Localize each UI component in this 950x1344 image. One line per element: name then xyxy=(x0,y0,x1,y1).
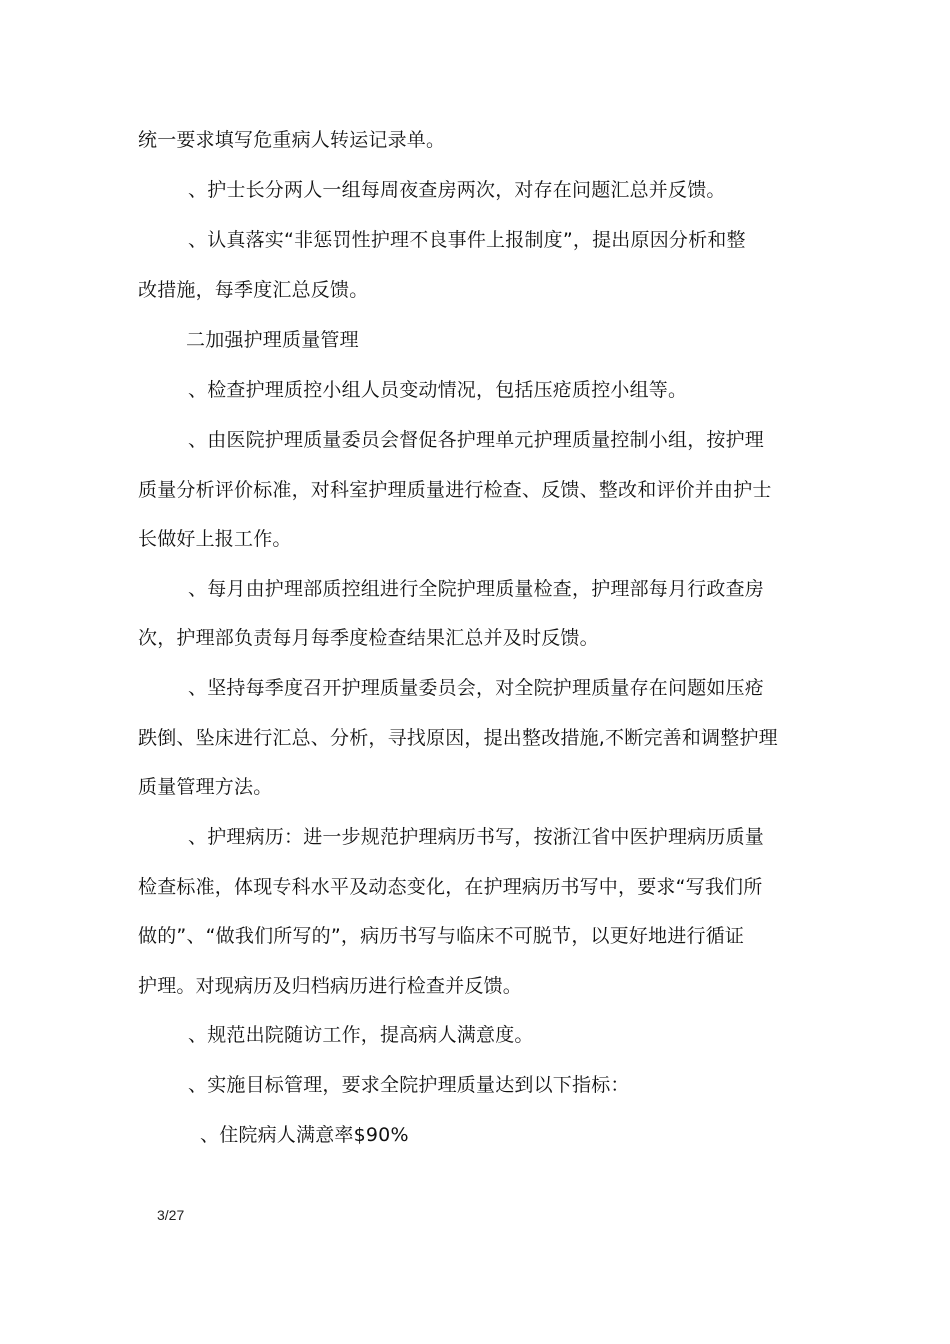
paragraph-line: 跌倒、坠床进行汇总、分析，寻找原因，提出整改措施,不断完善和调整护理 xyxy=(138,727,778,749)
paragraph-line: 、护士长分两人一组每周夜查房两次，对存在问题汇总并反馈。 xyxy=(188,179,726,201)
paragraph-line: 、护理病历：进一步规范护理病历书写，按浙江省中医护理病历质量 xyxy=(188,826,765,848)
paragraph-line: 、住院病人满意率$90% xyxy=(200,1124,409,1146)
paragraph-line: 、检查护理质控小组人员变动情况，包括压疮质控小组等。 xyxy=(188,379,688,401)
paragraph-line: 检查标准，体现专科水平及动态变化，在护理病历书写中，要求“写我们所 xyxy=(138,876,763,898)
paragraph-line: 护理。对现病历及归档病历进行检查并反馈。 xyxy=(138,975,523,997)
section-heading: 二加强护理质量管理 xyxy=(186,329,359,351)
paragraph-line: 质量管理方法。 xyxy=(138,776,273,798)
paragraph-line: 长做好上报工作。 xyxy=(138,528,292,550)
paragraph-line: 、每月由护理部质控组进行全院护理质量检查，护理部每月行政查房 xyxy=(188,578,765,600)
paragraph-line: 、坚持每季度召开护理质量委员会，对全院护理质量存在问题如压疮 xyxy=(188,677,765,699)
paragraph-line: 、实施目标管理，要求全院护理质量达到以下指标： xyxy=(188,1074,630,1096)
paragraph-line: 、规范出院随访工作，提高病人满意度。 xyxy=(188,1024,534,1046)
paragraph-line: 做的”、“做我们所写的”，病历书写与临床不可脱节，以更好地进行循证 xyxy=(138,925,745,947)
paragraph-line: 统一要求填写危重病人转运记录单。 xyxy=(138,129,446,151)
page-number: 3/27 xyxy=(157,1207,185,1223)
paragraph-line: 改措施，每季度汇总反馈。 xyxy=(138,279,369,301)
paragraph-line: 、认真落实“非惩罚性护理不良事件上报制度”，提出原因分析和整 xyxy=(188,229,746,251)
paragraph-line: 次，护理部负责每月每季度检查结果汇总并及时反馈。 xyxy=(138,627,599,649)
paragraph-line: 、由医院护理质量委员会督促各护理单元护理质量控制小组，按护理 xyxy=(188,429,765,451)
paragraph-line: 质量分析评价标准，对科室护理质量进行检查、反馈、整改和评价并由护士 xyxy=(138,479,772,501)
